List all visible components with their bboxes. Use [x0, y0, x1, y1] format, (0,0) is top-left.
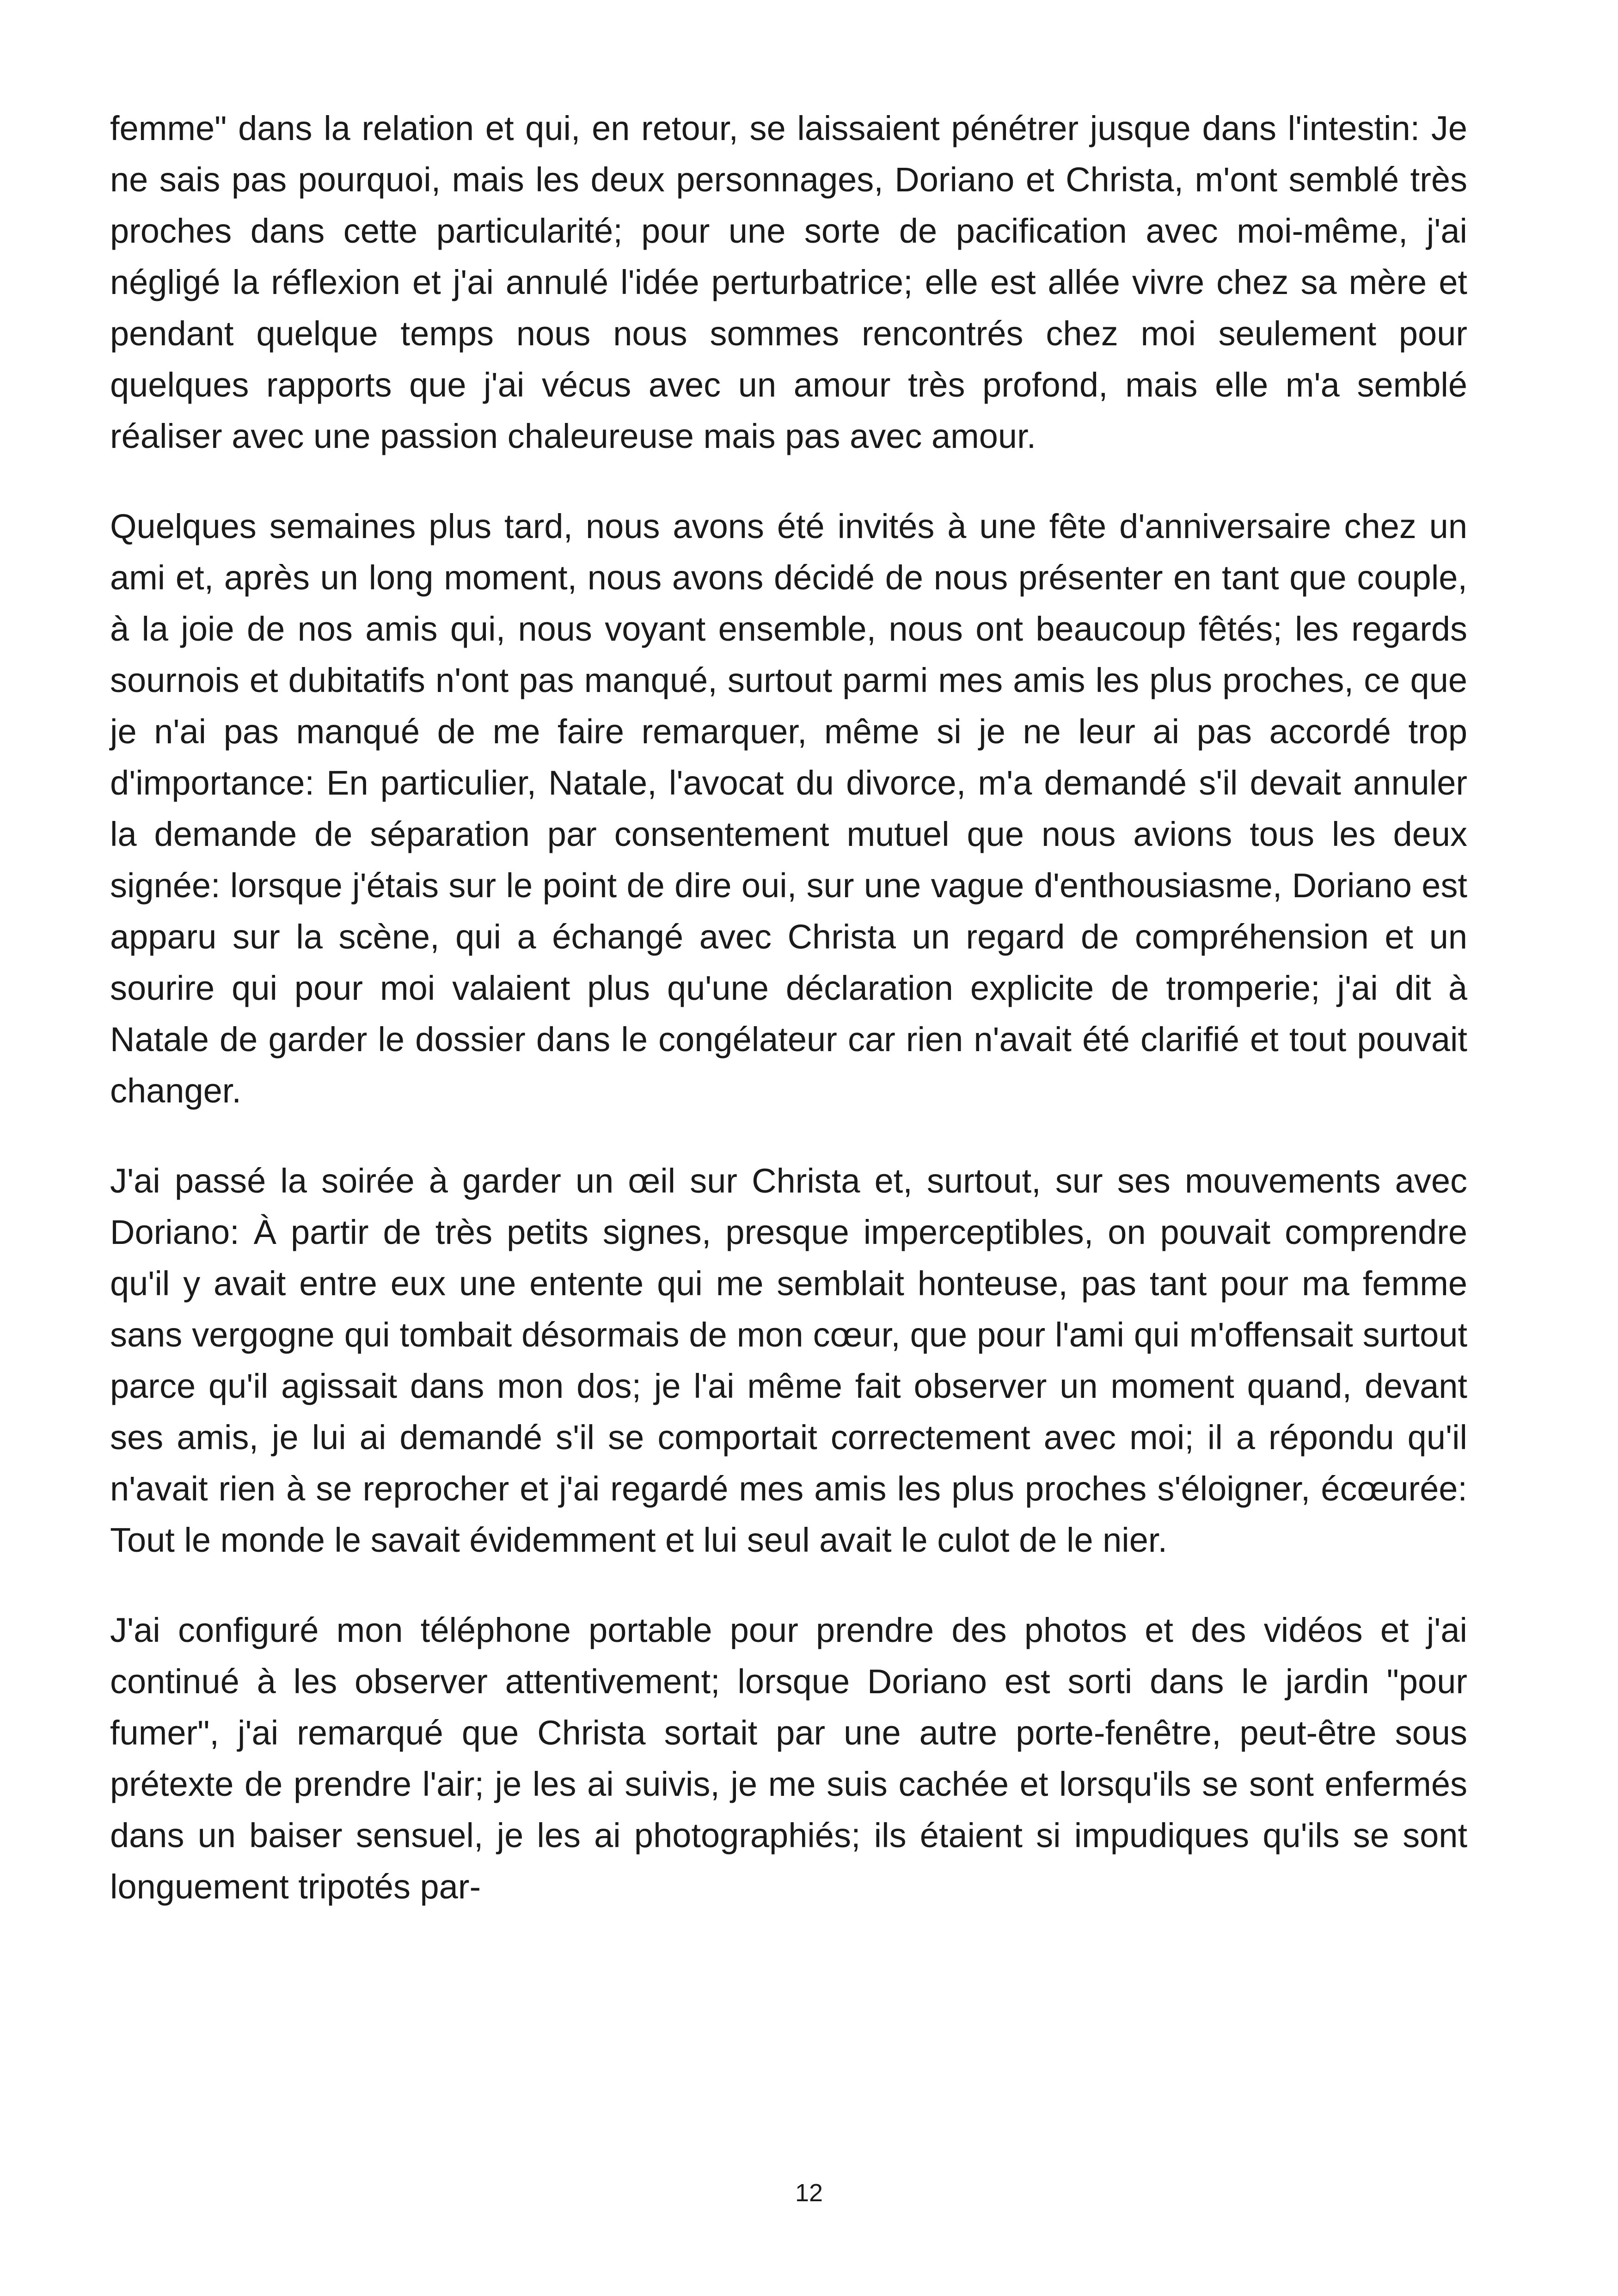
- paragraph-3: J'ai passé la soirée à garder un œil sur Christa et, surtout, sur ses mouvements avec Doriano: À partir de très petits signes, presque imperceptibles, on pouvait comprendre qu'il y avait entre eux une entente qui me semblait honteuse, pas tant pour ma femme sans vergogne qui tombait désormais de mon cœur, que pour l'ami qui m'offensait surtout parce qu'il agissait dans mon dos; je l'ai même fait observer un moment quand, devant ses amis, je lui ai demandé s'il se comportait correctement avec moi; il a répondu qu'il n'avait rien à se reprocher et j'ai regardé mes amis les plus proches s'éloigner, écœurée: Tout le monde le savait évidemment et lui seul avait le culot de le nier.: [110, 1162, 1467, 1559]
- page-number: 12: [795, 2179, 823, 2207]
- paragraph-1: femme" dans la relation et qui, en retour, se laissaient pénétrer jusque dans l'intestin: Je ne sais pas pourquoi, mais les deux personnages, Doriano et Christa, m'ont semblé très proches dans cette particularité; pour une sorte de pacification avec moi-même, j'ai négligé la réflexion et j'ai annulé l'idée perturbatrice; elle est allée vivre chez sa mère et pendant quelque temps nous nous sommes rencontrés chez moi seulement pour quelques rapports que j'ai vécus avec un amour très profond, mais elle m'a semblé réaliser avec une passion chaleureuse mais pas avec amour.: [110, 109, 1467, 455]
- paragraph-2: Quelques semaines plus tard, nous avons été invités à une fête d'anniversaire chez un ami et, après un long moment, nous avons décidé de nous présenter en tant que couple, à la joie de nos amis qui, nous voyant ensemble, nous ont beaucoup fêtés; les regards sournois et dubitatifs n'ont pas manqué, surtout parmi mes amis les plus proches, ce que je n'ai pas manqué de me faire remarquer, même si je ne leur ai pas accordé trop d'importance: En particulier, Natale, l'avocat du divorce, m'a demandé s'il devait annuler la demande de séparation par consentement mutuel que nous avions tous les deux signée: lorsque j'étais sur le point de dire oui, sur une vague d'enthousiasme, Doriano est apparu sur la scène, qui a échangé avec Christa un regard de compréhension et un sourire qui pour moi valaient plus qu'une déclaration explicite de tromperie; j'ai dit à Natale de garder le dossier dans le congélateur car rien n'avait été clarifié et tout pouvait changer.: [110, 507, 1467, 1110]
- paragraph-4: J'ai configuré mon téléphone portable pour prendre des photos et des vidéos et j'ai continué à les observer attentivement; lorsque Doriano est sorti dans le jardin "pour fumer", j'ai remarqué que Christa sortait par une autre porte-fenêtre, peut-être sous prétexte de prendre l'air; je les ai suivis, je me suis cachée et lorsqu'ils se sont enfermés dans un baiser sensuel, je les ai photographiés; ils étaient si impudiques qu'ils se sont longuement tripotés par-: [110, 1611, 1467, 1906]
- body-text: [110, 103, 1467, 1912]
